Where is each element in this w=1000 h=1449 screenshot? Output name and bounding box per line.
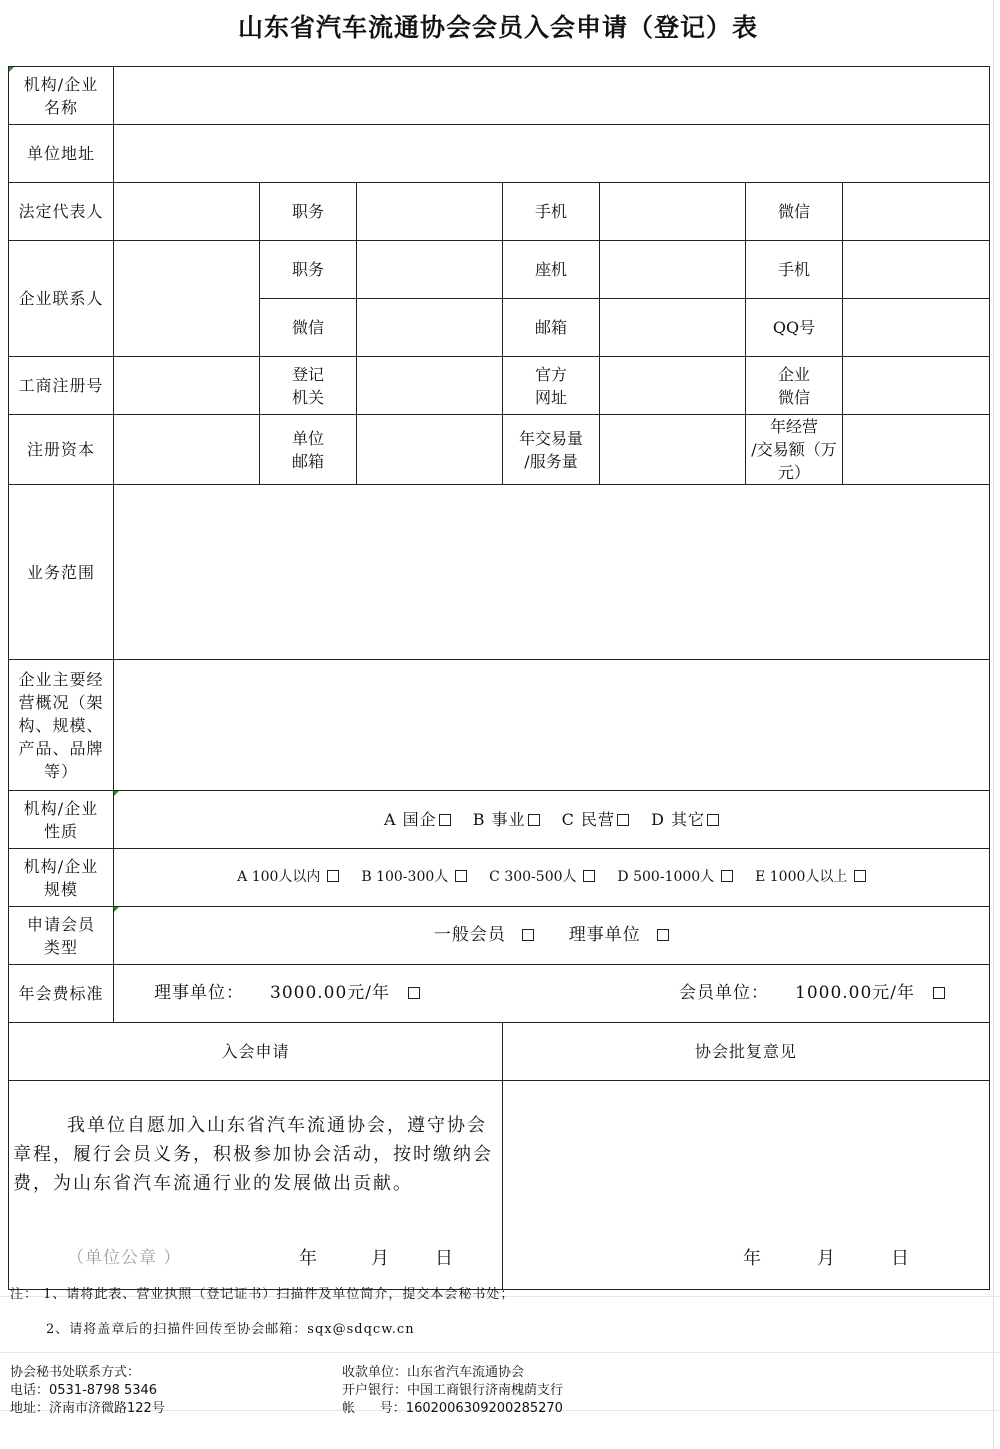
form-title: 山东省汽车流通协会会员入会申请（登记）表: [237, 13, 758, 42]
scale-option[interactable]: E 1000人以上: [755, 869, 866, 885]
ent-wechat-label: 企业 微信: [746, 357, 843, 415]
contact-qq-label: QQ号: [746, 299, 843, 357]
member-type-options: [114, 907, 990, 965]
application-header: 入会申请: [9, 1023, 503, 1081]
legal-rep-mobile-field[interactable]: [600, 183, 746, 241]
legal-rep-position-field[interactable]: [357, 183, 503, 241]
contact-wechat-label: 微信: [260, 299, 357, 357]
checkbox[interactable]: [617, 814, 629, 826]
ent-wechat-field[interactable]: [843, 357, 990, 415]
reg-no-field[interactable]: [114, 357, 260, 415]
reg-no-label: 工商注册号: [9, 357, 114, 415]
contact-position-label: 职务: [260, 241, 357, 299]
checkbox[interactable]: [933, 987, 945, 999]
scale-label: 机构/企业 规模: [9, 849, 114, 907]
org-name-label: 机构/企业 名称: [9, 67, 114, 125]
payment-info: [342, 1364, 563, 1418]
note-2: 2、请将盖章后的扫描件回传至协会邮箱：sqx@sdqcw.cn: [46, 1322, 415, 1337]
date-month: 月: [371, 1248, 389, 1269]
contact-landline-field[interactable]: [600, 241, 746, 299]
checkbox[interactable]: [522, 929, 534, 941]
nature-option[interactable]: B 事业: [473, 810, 540, 829]
date-year: 年: [299, 1248, 317, 1269]
unit-email-label: 单位 邮箱: [260, 415, 357, 485]
nature-option[interactable]: D 其它: [651, 810, 719, 829]
address-field[interactable]: [114, 125, 990, 183]
annual-amount-field[interactable]: [843, 415, 990, 485]
overview-field[interactable]: [114, 660, 990, 791]
contact-mobile-label: 手机: [746, 241, 843, 299]
legal-rep-label: 法定代表人: [9, 183, 114, 241]
sheet-gridline: [0, 1352, 1000, 1353]
member-type-option[interactable]: 理事单位: [569, 925, 669, 945]
nature-options: [114, 791, 990, 849]
approval-header: 协会批复意见: [503, 1023, 990, 1081]
business-scope-field[interactable]: [114, 485, 990, 660]
contact-phone: 电话：0531-8798 5346: [10, 1383, 158, 1398]
legal-rep-wechat-field[interactable]: [843, 183, 990, 241]
fee-director[interactable]: 理事单位： 3000.00元/年: [154, 982, 420, 1005]
checkbox[interactable]: [408, 987, 420, 999]
scale-options: [114, 849, 990, 907]
nature-option[interactable]: C 民营: [562, 810, 629, 829]
checkbox[interactable]: [439, 814, 451, 826]
unit-email-field[interactable]: [357, 415, 503, 485]
checkbox[interactable]: [721, 870, 733, 882]
address-label: 单位地址: [9, 125, 114, 183]
overview-label: 企业主要经 营概况（架 构、规模、 产品、品牌 等）: [9, 660, 114, 791]
member-type-option[interactable]: 一般会员: [434, 925, 534, 945]
fee-member[interactable]: 会员单位： 1000.00元/年: [679, 982, 945, 1005]
trade-volume-label: 年交易量 /服务量: [503, 415, 600, 485]
scale-option[interactable]: D 500-1000人: [617, 869, 732, 885]
contact-heading: 协会秘书处联系方式：: [10, 1365, 141, 1380]
checkbox[interactable]: [455, 870, 467, 882]
account-number: 帐 号：1602006309200285270: [342, 1401, 563, 1416]
nature-option[interactable]: A 国企: [384, 810, 451, 829]
contact-wechat-field[interactable]: [357, 299, 503, 357]
reg-capital-label: 注册资本: [9, 415, 114, 485]
website-label: 官方 网址: [503, 357, 600, 415]
contact-email-label: 邮箱: [503, 299, 600, 357]
contact-landline-label: 座机: [503, 241, 600, 299]
annual-fee-options: [114, 965, 990, 1023]
legal-rep-wechat-label: 微信: [746, 183, 843, 241]
note-1: 注： 1、请将此表、营业执照（登记证书）扫描件及单位简介，提交本会秘书处；: [10, 1287, 515, 1302]
checkbox[interactable]: [583, 870, 595, 882]
date-day: 日: [435, 1248, 453, 1269]
legal-rep-field[interactable]: [114, 183, 260, 241]
reg-capital-field[interactable]: [114, 415, 260, 485]
checkbox[interactable]: [854, 870, 866, 882]
contact-person-field[interactable]: [114, 241, 260, 357]
contact-person-label: 企业联系人: [9, 241, 114, 357]
sheet-gridline: [993, 0, 994, 1449]
approval-body[interactable]: [503, 1081, 990, 1290]
checkbox[interactable]: [707, 814, 719, 826]
contact-position-field[interactable]: [357, 241, 503, 299]
contact-mobile-field[interactable]: [843, 241, 990, 299]
contact-qq-field[interactable]: [843, 299, 990, 357]
application-body: [9, 1081, 503, 1290]
legal-rep-position-label: 职务: [260, 183, 357, 241]
bank: 开户银行：中国工商银行济南槐荫支行: [342, 1383, 564, 1398]
trade-volume-field[interactable]: [600, 415, 746, 485]
scale-option[interactable]: B 100-300人: [361, 869, 466, 885]
annual-amount-label: 年经营 /交易额（万 元）: [746, 415, 843, 485]
business-scope-label: 业务范围: [9, 485, 114, 660]
scale-option[interactable]: A 100人以内: [237, 869, 339, 885]
annual-fee-label: 年会费标准: [9, 965, 114, 1023]
payee: 收款单位：山东省汽车流通协会: [342, 1365, 525, 1380]
checkbox[interactable]: [528, 814, 540, 826]
contact-email-field[interactable]: [600, 299, 746, 357]
secretariat-contact: [10, 1364, 165, 1418]
org-name-field[interactable]: [114, 67, 990, 125]
approval-date-day: 日: [891, 1248, 909, 1269]
checkbox[interactable]: [327, 870, 339, 882]
scale-option[interactable]: C 300-500人: [489, 869, 595, 885]
seal-placeholder: （单位公章 ）: [67, 1248, 182, 1268]
legal-rep-mobile-label: 手机: [503, 183, 600, 241]
reg-authority-field[interactable]: [357, 357, 503, 415]
member-type-label: 申请会员 类型: [9, 907, 114, 965]
contact-address: 地址：济南市济微路122号: [10, 1401, 165, 1416]
checkbox[interactable]: [657, 929, 669, 941]
application-form: [8, 66, 990, 1290]
declaration-text: 我单位自愿加入山东省汽车流通协会，遵守协会章程，履行会员义务，积极参加协会活动，按时缴纳会费，为山东省汽车流通行业的发展做出贡献。: [13, 1115, 493, 1194]
nature-label: 机构/企业 性质: [9, 791, 114, 849]
approval-date-year: 年: [743, 1248, 761, 1269]
approval-date-month: 月: [817, 1248, 835, 1269]
reg-authority-label: 登记 机关: [260, 357, 357, 415]
website-field[interactable]: [600, 357, 746, 415]
